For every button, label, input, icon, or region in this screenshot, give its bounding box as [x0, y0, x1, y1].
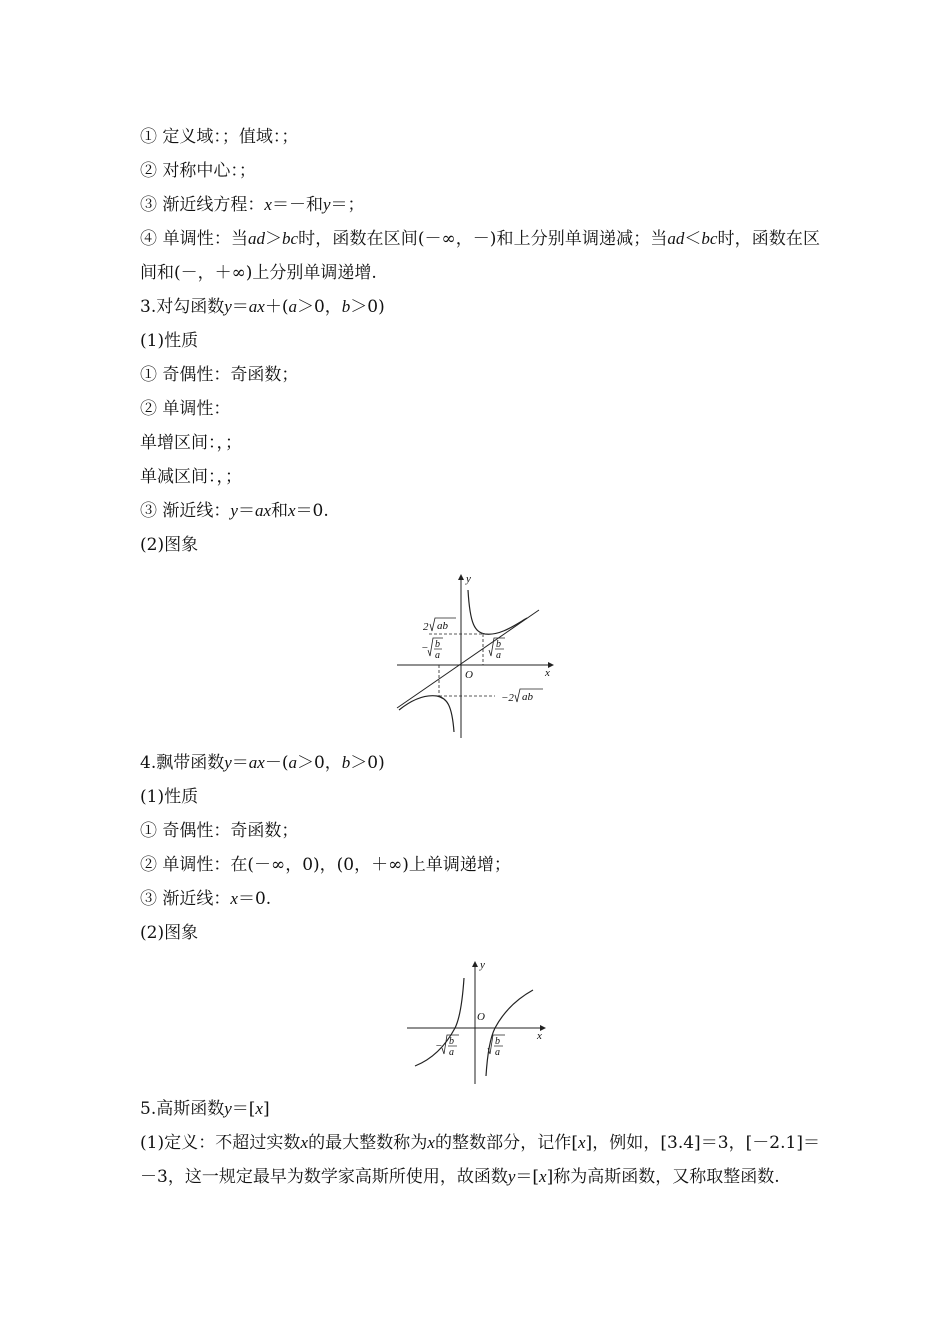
- math-text: −: [435, 1040, 443, 1052]
- text-run: ＋(: [264, 297, 289, 317]
- math-var: bc: [701, 229, 718, 248]
- text-run: ]: [262, 1099, 270, 1119]
- text-run: ＝；: [330, 195, 365, 215]
- x-axis-label: x: [545, 667, 550, 679]
- math-var: x: [427, 1133, 435, 1152]
- right-critical-x-label: [489, 638, 505, 661]
- left-branch-curve: [415, 978, 464, 1066]
- text-run: ④ 单调性：当: [140, 229, 249, 249]
- math-var: b: [341, 753, 351, 772]
- text-run: 时，函数在区间和(－，＋∞)上分别单调递增.: [140, 229, 821, 283]
- gauss-definition-paragraph: [140, 1126, 820, 1194]
- math-var: y: [230, 501, 238, 520]
- text-run: ＝[: [231, 1099, 256, 1119]
- text-run: 5.高斯函数: [140, 1099, 225, 1119]
- origin-label: O: [477, 1011, 485, 1023]
- text-run: ＝0.: [295, 501, 329, 521]
- text-run: ③ 渐近线方程：: [140, 195, 265, 215]
- right-zero-label: [488, 1035, 505, 1058]
- math-text: a: [449, 1047, 454, 1058]
- s4-properties-label: (1)性质: [140, 787, 199, 807]
- text-run: ③ 渐近线：: [140, 889, 231, 909]
- math-var: x: [255, 1099, 263, 1118]
- text-run: ＝: [237, 501, 255, 521]
- math-var: ax: [248, 297, 265, 316]
- x-axis-label: x: [537, 1030, 542, 1042]
- math-var: x: [288, 501, 296, 520]
- text-run: ＞0，: [296, 297, 342, 317]
- math-var: x: [300, 1133, 309, 1152]
- text-run: ＞0): [350, 753, 385, 773]
- left-critical-x-label: [421, 638, 443, 661]
- text-run: ＝: [231, 297, 249, 317]
- math-text: 2: [423, 621, 429, 633]
- s3-parity-line: ① 奇偶性：奇函数；: [140, 365, 299, 385]
- s4-graph-label: (2)图象: [140, 923, 199, 943]
- asymptote-equation-line: [140, 188, 820, 222]
- text-run: (1)定义：不超过实数: [140, 1133, 301, 1153]
- monotonicity-paragraph: [140, 222, 820, 290]
- s4-asymptote-line: [140, 882, 820, 916]
- math-var: y: [507, 1167, 516, 1186]
- domain-range-line: [140, 120, 820, 154]
- right-branch-curve: [486, 990, 533, 1076]
- math-text: ab: [437, 620, 448, 632]
- text-run: 的最大整数称为: [308, 1133, 428, 1153]
- domain-range-text: ① 定义域：；值域：；: [140, 127, 299, 147]
- math-text: −: [421, 642, 429, 654]
- s4-monotonicity-line: ② 单调性：在(－∞，0)，(0，＋∞)上单调递增；: [140, 855, 511, 875]
- math-var: y: [224, 1099, 232, 1118]
- math-var: ax: [254, 501, 271, 520]
- text-run: ]称为高斯函数，又称取整函数.: [546, 1167, 780, 1187]
- s3-graph-label: (2)图象: [140, 535, 199, 555]
- top-value-label: [423, 618, 456, 633]
- text-run: 4.飘带函数: [140, 753, 225, 773]
- text-run: ＞0，: [296, 753, 342, 773]
- y-axis-label: y: [480, 959, 485, 971]
- origin-label: O: [465, 669, 473, 681]
- math-var: a: [288, 297, 297, 316]
- text-run: 时，函数在区间(－∞，－)和上分别单调递减；当: [298, 229, 668, 249]
- text-run: 和: [271, 501, 288, 521]
- text-run: ＝－和: [271, 195, 323, 215]
- s3-properties-label: (1)性质: [140, 331, 199, 351]
- text-run: ＝0.: [237, 889, 272, 909]
- text-run: ＞0): [350, 297, 385, 317]
- text-run: ＝[: [515, 1167, 540, 1187]
- math-text: −2: [501, 692, 514, 704]
- math-var: y: [322, 195, 331, 214]
- text-run: －(: [264, 753, 289, 773]
- document-page: [140, 120, 820, 1194]
- text-run: 的整数部分，记作[: [434, 1133, 578, 1153]
- math-text: a: [435, 650, 440, 661]
- ribbon-function-graph: [405, 958, 555, 1086]
- math-text: b: [495, 1036, 500, 1047]
- math-var: x: [264, 195, 272, 214]
- text-run: ＜: [684, 229, 702, 249]
- s3-monotonicity-line: ② 单调性：: [140, 399, 231, 419]
- symmetry-center-line: [140, 154, 820, 188]
- s3-increasing-intervals: 单增区间：，；: [140, 433, 242, 453]
- math-text: a: [495, 1047, 500, 1058]
- s4-parity-line: ① 奇偶性：奇函数；: [140, 821, 299, 841]
- ribbon-function-graph-figure: [140, 958, 820, 1086]
- y-axis-label: y: [466, 573, 471, 585]
- math-var: b: [341, 297, 351, 316]
- right-branch-curve: [468, 590, 527, 634]
- math-var: bc: [282, 229, 299, 248]
- math-var: x: [539, 1167, 547, 1186]
- symmetry-center-text: ② 对称中心：；: [140, 161, 256, 181]
- section-5-heading: [140, 1092, 820, 1126]
- text-run: ]，例如，[3.4]＝3，[－2.1]＝－3，这一规定最早为数学家高斯所使用，故函数: [140, 1133, 820, 1187]
- text-run: ③ 渐近线：: [140, 501, 231, 521]
- check-function-graph-figure: [140, 570, 820, 740]
- math-var: ad: [248, 229, 266, 248]
- section-4-heading: [140, 746, 820, 780]
- math-text: a: [496, 650, 501, 661]
- math-text: b: [435, 639, 440, 650]
- math-var: x: [230, 889, 238, 908]
- math-var: ad: [667, 229, 685, 248]
- math-var: a: [288, 753, 297, 772]
- math-text: b: [449, 1036, 454, 1047]
- asymptote-line: [397, 610, 539, 708]
- check-function-graph: [395, 570, 565, 740]
- math-var: y: [224, 753, 232, 772]
- text-run: ＞: [265, 229, 283, 249]
- math-var: ax: [248, 753, 265, 772]
- math-var: y: [224, 297, 232, 316]
- s3-decreasing-intervals: 单减区间：，；: [140, 467, 242, 487]
- math-text: ab: [522, 691, 533, 703]
- text-run: ＝: [231, 753, 249, 773]
- text-run: 3.对勾函数: [140, 297, 225, 317]
- bottom-value-label: [501, 689, 543, 704]
- s3-asymptote-line: [140, 494, 820, 528]
- math-text: b: [496, 639, 501, 650]
- math-var: x: [577, 1133, 586, 1152]
- section-3-heading: [140, 290, 820, 324]
- left-zero-label: [435, 1035, 459, 1058]
